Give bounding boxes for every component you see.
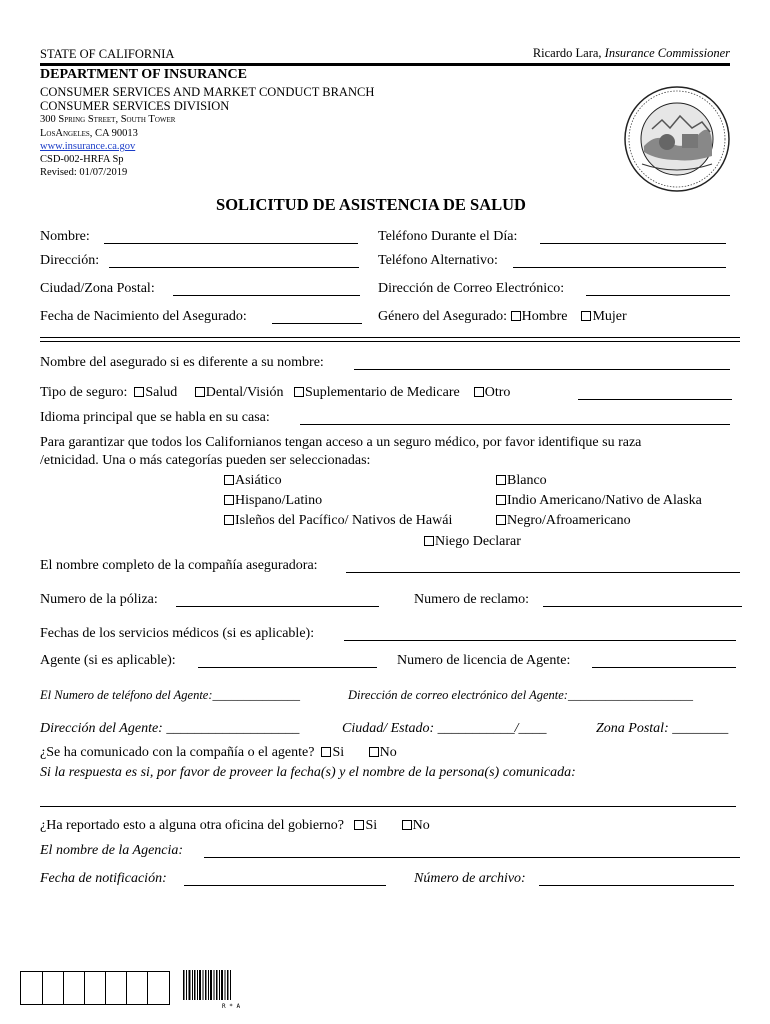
telefono-alt-field[interactable] [513,267,726,268]
si-respuesta-label: Si la respuesta es si, por favor de proveer la fecha(s) y el nombre de la persona(s) comunicada: [40,765,576,780]
genero-label: Género del Asegurado: [378,309,508,324]
mujer-checkbox[interactable] [581,311,591,321]
correo-label: Dirección de Correo Electrónico: [378,281,565,296]
file-number-boxes[interactable] [20,971,170,1005]
blanco-checkbox[interactable] [496,475,506,485]
raza-instructions-1: Para garantizar que todos los Californianos tengan acceso a un seguro médico, por favor identifique su raza [40,435,642,450]
barcode-icon [183,970,233,1004]
compania-field[interactable] [346,572,740,573]
fechas-servicios-label: Fechas de los servicios médicos (si es aplicable): [40,626,315,641]
reportado-no-checkbox[interactable] [402,820,412,830]
negro-option: Negro/Afroamericano [496,513,631,529]
dental-label: Dental/Visión [205,385,284,400]
salud-checkbox[interactable] [134,387,144,397]
indio-checkbox[interactable] [496,495,506,505]
num-archivo-label: Número de archivo: [414,871,526,886]
header-rule [40,63,730,66]
idioma-field[interactable] [300,424,730,425]
blanco-option: Blanco [496,473,547,489]
asiatico-option: Asiático [224,473,282,489]
fechas-servicios-field[interactable] [344,640,736,641]
suplementario-label: Suplementario de Medicare [305,385,460,400]
hombre-label: Hombre [521,309,568,324]
niego-checkbox[interactable] [424,536,434,546]
state-label: STATE OF CALIFORNIA [40,47,175,61]
otro-label: Otro [484,385,511,400]
ciudad-field[interactable] [173,295,360,296]
asiatico-checkbox[interactable] [224,475,234,485]
telefono-dia-field[interactable] [540,243,726,244]
negro-checkbox[interactable] [496,515,506,525]
comunicado-no-checkbox[interactable] [369,747,379,757]
fecha-notif-label: Fecha de notificación: [40,871,167,886]
islenos-option: Isleños del Pacífico/ Nativos de Hawái [224,513,452,529]
tipo-seguro-label: Tipo de seguro: [40,385,128,400]
agencia-label: El nombre de la Agencia: [40,843,184,858]
salud-label: Salud [145,385,178,400]
branch-name: CONSUMER SERVICES AND MARKET CONDUCT BRANCH [40,85,375,99]
revised-date: Revised: 01/07/2019 [40,167,128,178]
form-code: CSD-002-HRFA Sp [40,154,124,165]
hombre-checkbox[interactable] [511,311,521,321]
si-respuesta-field[interactable] [40,806,736,807]
reportado-label: ¿Ha reportado esto a alguna otra oficina del gobierno? [40,818,344,833]
tel-agente-label[interactable]: El Numero de teléfono del Agente:______________ [40,688,301,702]
licencia-field[interactable] [592,667,736,668]
telefono-alt-label: Teléfono Alternativo: [378,253,498,268]
correo-agente-label[interactable]: Dirección de correo electrónico del Agente:____________________ [348,688,693,702]
otro-checkbox[interactable] [474,387,484,397]
comunicado-group: ¿Se ha comunicado con la compañía o el agente? Si No [40,745,397,760]
fecha-nac-label: Fecha de Nacimiento del Asegurado: [40,309,247,324]
nombre-field[interactable] [104,243,358,244]
form-title: SOLICITUD DE ASISTENCIA DE SALUD [216,195,526,214]
commissioner-title: Insurance Commissioner [604,46,730,60]
suplementario-checkbox[interactable] [294,387,304,397]
nombre-asegurado-label: Nombre del asegurado si es diferente a su nombre: [40,355,324,370]
state-seal-icon [622,84,732,194]
commissioner-name: Ricardo Lara, [532,46,602,60]
niego-option: Niego Declarar [424,534,521,550]
direccion-field[interactable] [109,267,359,268]
comunicado-label: ¿Se ha comunicado con la compañía o el agente? [40,745,315,760]
direccion-label: Dirección: [40,253,100,268]
dental-checkbox[interactable] [195,387,205,397]
islenos-checkbox[interactable] [224,515,234,525]
otro-field[interactable] [578,399,732,400]
agente-label: Agente (si es aplicable): [40,653,176,668]
mujer-label: Mujer [592,309,627,324]
reportado-si-checkbox[interactable] [354,820,364,830]
barcode-caption: R * A [222,1003,241,1010]
fecha-nac-field[interactable] [272,323,362,324]
poliza-field[interactable] [176,606,379,607]
reclamo-label: Numero de reclamo: [414,592,530,607]
hispano-checkbox[interactable] [224,495,234,505]
indio-option: Indio Americano/Nativo de Alaska [496,493,702,509]
tipo-seguro-group [40,385,510,401]
comunicado-si-checkbox[interactable] [321,747,331,757]
hispano-option: Hispano/Latino [224,493,322,509]
nombre-label: Nombre: [40,229,90,244]
division-name: CONSUMER SERVICES DIVISION [40,99,230,113]
raza-instructions-2: /etnicidad. Una o más categorías pueden ser seleccionadas: [40,453,371,468]
compania-label: El nombre completo de la compañía aseguradora: [40,558,318,573]
fecha-notif-field[interactable] [184,885,386,886]
zona-postal-label[interactable]: Zona Postal: ________ [596,721,729,736]
agente-field[interactable] [198,667,377,668]
section-divider [40,337,740,342]
licencia-label: Numero de licencia de Agente: [397,653,571,668]
nombre-asegurado-field[interactable] [354,369,730,370]
department-title: DEPARTMENT OF INSURANCE [40,67,247,82]
address-line-2: LosAngeles, CA 90013 [40,128,138,139]
ciudad-estado-label[interactable]: Ciudad/ Estado: ___________/____ [342,721,547,736]
agencia-field[interactable] [204,857,740,858]
ciudad-label: Ciudad/Zona Postal: [40,281,155,296]
website-link[interactable]: www.insurance.ca.gov [40,141,136,152]
reclamo-field[interactable] [543,606,742,607]
commissioner [533,46,730,61]
address-line-1: 300 Spring Street, South Tower [40,114,176,125]
genero-group [378,309,627,325]
reportado-group: ¿Ha reportado esto a alguna otra oficina del gobierno? Si No [40,818,430,833]
telefono-dia-label: Teléfono Durante el Día: [378,229,518,244]
idioma-label: Idioma principal que se habla en su casa: [40,410,270,425]
dir-agente-label[interactable]: Dirección del Agente: ___________________ [40,721,300,736]
correo-field[interactable] [586,295,730,296]
poliza-label: Numero de la póliza: [40,592,158,607]
num-archivo-field[interactable] [539,885,734,886]
